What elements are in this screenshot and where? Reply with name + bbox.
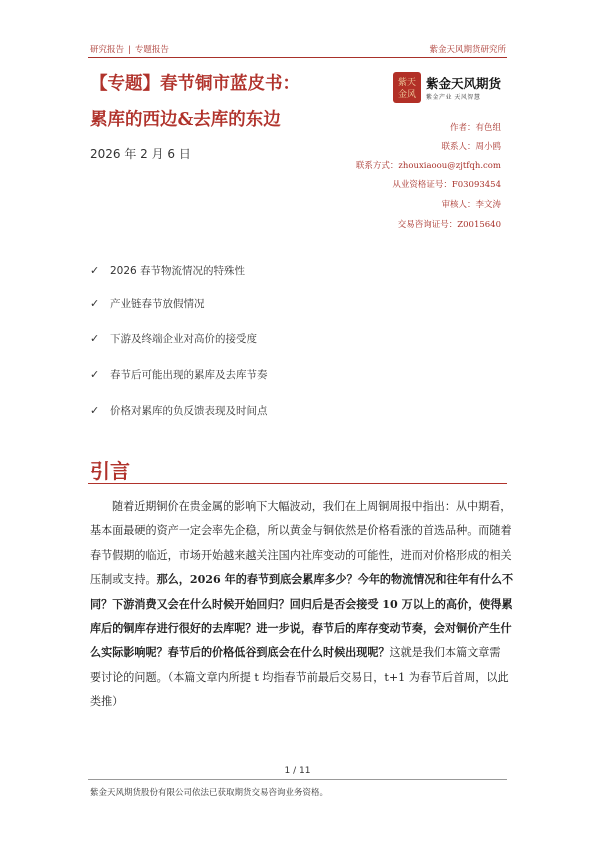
paragraph-line: 春节假期的临近，市场开始越来越关注国内社库变动的可能性，进而对价格形成的相关 <box>90 548 512 562</box>
info-qualification: 从业资格证号：F03093454 <box>392 180 501 190</box>
paragraph-line: 基本面最硬的资产一定会率先企稳，所以黄金与铜依然是价格看涨的首选品种。而随着 <box>90 524 512 538</box>
paragraph-line: 随着近期铜价在贵金属的影响下大幅波动，我们在上周铜周报中指出：从中期看， <box>112 500 512 513</box>
paragraph-line: 么实际影响呢？春节后的价格低谷到底会在什么时候出现呢？这就是我们本篇文章需 <box>90 646 501 660</box>
paragraph-line: 同？下游消费又会在什么时候开始回归？回归后是否会接受 10 万以上的高价，使得累 <box>90 597 513 611</box>
report-date: 2026 年 2 月 6 日 <box>90 147 191 161</box>
header-institute: 紫金天风期货研究所 <box>429 45 506 55</box>
checklist-item: ✓ 产业链春节放假情况 <box>90 297 205 310</box>
intro-paragraph <box>90 495 514 715</box>
info-contact: 联系人：周小鸥 <box>441 142 501 152</box>
header-report-type: 研究报告 <box>90 45 125 55</box>
check-icon: ✓ <box>90 264 100 277</box>
check-icon: ✓ <box>90 404 100 417</box>
info-consult-number: 交易咨询证号：Z0015640 <box>397 220 501 230</box>
company-logo <box>393 72 513 104</box>
checklist-item: ✓ 2026 春节物流情况的特殊性 <box>90 264 246 277</box>
paragraph-line: 库后的铜库存进行很好的去库呢？进一步说，春节后的库存变动节奏，会对铜价产生什 <box>90 621 512 635</box>
header-divider <box>88 57 507 58</box>
svg-text:紫天: 紫天 <box>397 78 417 88</box>
section-heading-intro: 引言 <box>90 459 130 483</box>
footer-disclaimer: 紫金天风期货股份有限公司依法已获取期货交易咨询业务资格。 <box>90 788 329 798</box>
paragraph-line: 要讨论的问题。（本篇文章内所提 t 均指春节前最后交易日，t+1 为春节后首周，以此 <box>90 670 509 684</box>
info-email: 联系方式：zhouxiaoou@zjtfqh.com <box>355 161 501 171</box>
checklist-item: ✓ 下游及终端企业对高价的接受度 <box>90 332 257 345</box>
check-icon: ✓ <box>90 332 100 345</box>
report-title-line1: 【专题】春节铜市蓝皮书： <box>90 74 300 94</box>
paragraph-line: 类推） <box>90 695 124 709</box>
check-icon: ✓ <box>90 368 100 381</box>
report-title-line2: 累库的西边&去库的东边 <box>90 110 281 130</box>
header-separator: | <box>128 45 131 55</box>
header-left <box>90 43 169 55</box>
header-report-subtype: 专题报告 <box>134 45 169 55</box>
info-author: 作者：有色组 <box>449 123 501 133</box>
checklist-item: ✓ 春节后可能出现的累库及去库节奏 <box>90 368 268 381</box>
paragraph-line: 压制或支持。那么，2026 年的春节到底会累库多少？今年的物流情况和往年有什么不 <box>90 573 514 587</box>
logo-slogan: 紫金产业 天风智慧 <box>426 94 481 101</box>
checklist-item: ✓ 价格对累库的负反馈表现及时间点 <box>90 404 268 417</box>
info-reviewer: 审核人：李文涛 <box>441 200 501 210</box>
section-divider <box>88 483 507 484</box>
footer-divider <box>88 779 507 780</box>
logo-name: 紫金天风期货 <box>426 76 502 91</box>
check-icon: ✓ <box>90 297 100 310</box>
svg-text:金风: 金风 <box>397 90 417 100</box>
logo-seal-icon <box>393 72 421 103</box>
page-number: 1 / 11 <box>284 766 311 776</box>
